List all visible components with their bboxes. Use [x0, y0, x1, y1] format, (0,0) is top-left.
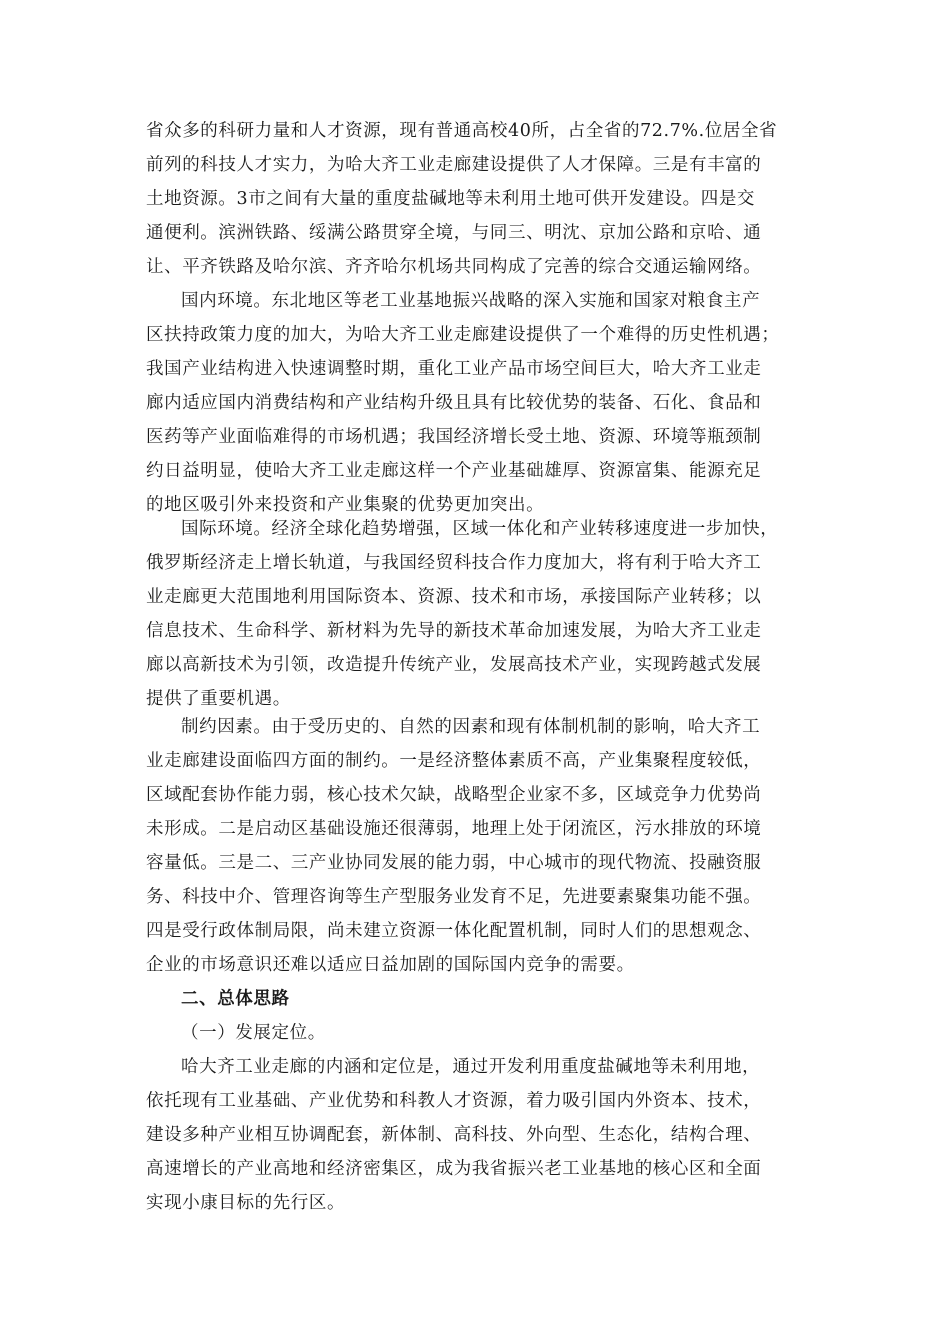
text-line: 务、科技中介、管理咨询等生产型服务业发育不足，先进要素聚集功能不强。	[146, 887, 762, 907]
text-line: 廊内适应国内消费结构和产业结构升级且具有比较优势的装备、石化、食品和	[146, 393, 762, 413]
text-line: 前列的科技人才实力，为哈大齐工业走廊建设提供了人才保障。三是有丰富的	[146, 155, 762, 175]
text-line: 区扶持政策力度的加大，为哈大齐工业走廊建设提供了一个难得的历史性机遇；	[146, 325, 780, 345]
text-line: 的地区吸引外来投资和产业集聚的优势更加突出。	[146, 495, 545, 515]
paragraph-start-positioning: 哈大齐工业走廊的内涵和定位是，通过开发利用重度盐碱地等未利用地，	[181, 1057, 761, 1077]
text-line: 业走廊更大范围地利用国际资本、资源、技术和市场，承接国际产业转移；以	[146, 587, 762, 607]
section-heading: 二、总体思路	[181, 989, 290, 1009]
paragraph-start-international: 国际环境。经济全球化趋势增强，区域一体化和产业转移速度进一步加快，	[181, 519, 779, 539]
text-line: 约日益明显，使哈大齐工业走廊这样一个产业基础雄厚、资源富集、能源充足	[146, 461, 762, 481]
paragraph-start-domestic: 国内环境。东北地区等老工业基地振兴战略的深入实施和国家对粮食主产	[181, 291, 761, 311]
text-line: 实现小康目标的先行区。	[146, 1193, 346, 1213]
text-line: 信息技术、生命科学、新材料为先导的新技术革命加速发展，为哈大齐工业走	[146, 621, 762, 641]
text-line: 建设多种产业相互协调配套，新体制、高科技、外向型、生态化，结构合理、	[146, 1125, 762, 1145]
text-line: 区域配套协作能力弱，核心技术欠缺，战略型企业家不多，区域竞争力优势尚	[146, 785, 762, 805]
text-line: 医药等产业面临难得的市场机遇；我国经济增长受土地、资源、环境等瓶颈制	[146, 427, 762, 447]
text-line: 通便利。滨洲铁路、绥满公路贯穿全境，与同三、明沈、京加公路和京哈、通	[146, 223, 762, 243]
text-line: 土地资源。3市之间有大量的重度盐碱地等未利用土地可供开发建设。四是交	[146, 189, 756, 209]
text-line: 高速增长的产业高地和经济密集区，成为我省振兴老工业基地的核心区和全面	[146, 1159, 762, 1179]
text-line: 业走廊建设面临四方面的制约。一是经济整体素质不高，产业集聚程度较低，	[146, 751, 762, 771]
text-line: 企业的市场意识还难以适应日益加剧的国际国内竞争的需要。	[146, 955, 635, 975]
subsection-heading: （一）发展定位。	[181, 1023, 326, 1043]
text-line: 廊以高新技术为引领，改造提升传统产业，发展高技术产业，实现跨越式发展	[146, 655, 762, 675]
text-line: 未形成。二是启动区基础设施还很薄弱，地理上处于闭流区，污水排放的环境	[146, 819, 762, 839]
text-line: 四是受行政体制局限，尚未建立资源一体化配置机制，同时人们的思想观念、	[146, 921, 762, 941]
paragraph-start-constraints: 制约因素。由于受历史的、自然的因素和现有体制机制的影响，哈大齐工	[181, 717, 761, 737]
text-line: 俄罗斯经济走上增长轨道，与我国经贸科技合作力度加大，将有利于哈大齐工	[146, 553, 762, 573]
text-line: 容量低。三是二、三产业协同发展的能力弱，中心城市的现代物流、投融资服	[146, 853, 762, 873]
text-line: 提供了重要机遇。	[146, 689, 291, 709]
text-line: 让、平齐铁路及哈尔滨、齐齐哈尔机场共同构成了完善的综合交通运输网络。	[146, 257, 762, 277]
text-line: 我国产业结构进入快速调整时期，重化工业产品市场空间巨大，哈大齐工业走	[146, 359, 762, 379]
text-line: 依托现有工业基础、产业优势和科教人才资源，着力吸引国内外资本、技术，	[146, 1091, 762, 1111]
text-line: 省众多的科研力量和人才资源，现有普通高校40所，占全省的72.7%.位居全省	[146, 121, 778, 141]
